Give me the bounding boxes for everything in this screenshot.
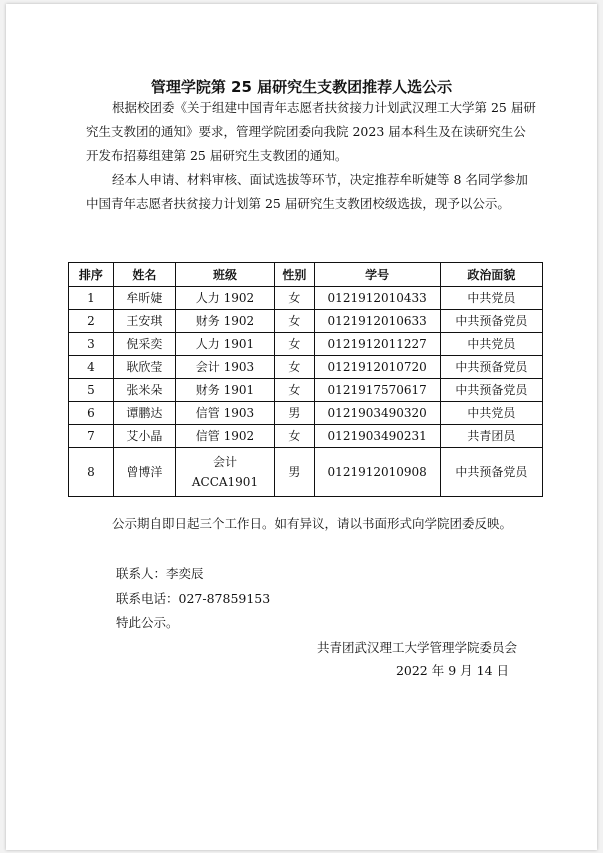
cell-gender: 男 (275, 402, 315, 425)
header-rank: 排序 (69, 263, 114, 287)
cell-student-id: 0121903490231 (314, 425, 440, 448)
table-row (69, 310, 543, 333)
closing-statement: 特此公示。 (116, 615, 179, 630)
contact-person: 联系人：李奕辰 (116, 566, 204, 581)
cell-name: 谭鹏达 (113, 402, 175, 425)
cell-rank: 2 (69, 310, 114, 333)
signature-date: 2022 年 9 月 14 日 (395, 663, 509, 678)
cell-gender: 女 (275, 287, 315, 310)
cell-class: 信管 1902 (175, 425, 274, 448)
cell-name: 艾小晶 (113, 425, 175, 448)
cell-class: 人力 1901 (175, 333, 274, 356)
intro-paragraph: 根据校团委《关于组建中国青年志愿者扶贫接力计划武汉理工大学第 25 届研究生支教团的通知》要求，管理学院团委向我院 2023 届本科生及在读研究生公开发布招募组建第 25 届研究生支教团的通知。 (86, 100, 536, 163)
table-row (69, 356, 543, 379)
table-row (69, 448, 543, 497)
cell-rank: 4 (69, 356, 114, 379)
cell-rank: 8 (69, 448, 114, 497)
cell-political-status: 中共预备党员 (440, 356, 542, 379)
cell-name: 王安琪 (113, 310, 175, 333)
cell-name: 牟昕婕 (113, 287, 175, 310)
cell-rank: 5 (69, 379, 114, 402)
cell-gender: 女 (275, 425, 315, 448)
cell-name: 曾博洋 (113, 448, 175, 497)
contact-phone: 联系电话：027-87859153 (116, 591, 271, 606)
cell-gender: 女 (275, 356, 315, 379)
cell-political-status: 中共党员 (440, 333, 542, 356)
document-page (6, 4, 597, 850)
signature-organization: 共青团武汉理工大学管理学院委员会 (316, 640, 517, 655)
cell-class: 信管 1903 (175, 402, 274, 425)
cell-gender: 男 (275, 448, 315, 497)
table-row (69, 287, 543, 310)
document-title: 管理学院第 25 届研究生支教团推荐人选公示 (150, 78, 453, 96)
cell-student-id: 0121912010908 (314, 448, 440, 497)
cell-name: 倪采奕 (113, 333, 175, 356)
table-header-row (69, 263, 543, 287)
cell-student-id: 0121912010433 (314, 287, 440, 310)
cell-political-status: 中共党员 (440, 287, 542, 310)
selection-paragraph: 经本人申请、材料审核、面试选拔等环节，决定推荐牟昕婕等 8 名同学参加中国青年志愿者扶贫接力计划第 25 届研究生支教团校级选拔，现予以公示。 (86, 172, 528, 211)
cell-rank: 6 (69, 402, 114, 425)
cell-name: 耿欣莹 (113, 356, 175, 379)
cell-gender: 女 (275, 379, 315, 402)
header-political-status: 政治面貌 (440, 263, 542, 287)
cell-class: 财务 1902 (175, 310, 274, 333)
header-name: 姓名 (113, 263, 175, 287)
cell-student-id: 0121912011227 (314, 333, 440, 356)
cell-gender: 女 (275, 310, 315, 333)
cell-political-status: 中共党员 (440, 402, 542, 425)
cell-political-status: 中共预备党员 (440, 448, 542, 497)
table-row (69, 425, 543, 448)
header-class: 班级 (175, 263, 274, 287)
candidate-table (68, 262, 543, 497)
header-gender: 性别 (275, 263, 315, 287)
cell-gender: 女 (275, 333, 315, 356)
table-row (69, 379, 543, 402)
cell-class: 人力 1902 (175, 287, 274, 310)
cell-political-status: 中共预备党员 (440, 310, 542, 333)
cell-rank: 3 (69, 333, 114, 356)
cell-class: 会计 1903 (175, 356, 274, 379)
cell-class: 财务 1901 (175, 379, 274, 402)
cell-rank: 1 (69, 287, 114, 310)
cell-name: 张米朵 (113, 379, 175, 402)
objection-paragraph: 公示期自即日起三个工作日。如有异议，请以书面形式向学院团委反映。 (112, 516, 513, 531)
cell-student-id: 0121912010720 (314, 356, 440, 379)
cell-rank: 7 (69, 425, 114, 448)
table-row (69, 333, 543, 356)
cell-political-status: 共青团员 (440, 425, 542, 448)
cell-political-status: 中共预备党员 (440, 379, 542, 402)
cell-student-id: 0121912010633 (314, 310, 440, 333)
cell-student-id: 0121903490320 (314, 402, 440, 425)
table-row (69, 402, 543, 425)
cell-student-id: 0121917570617 (314, 379, 440, 402)
header-student-id: 学号 (314, 263, 440, 287)
cell-class: 会计 ACCA1901 (175, 448, 274, 497)
